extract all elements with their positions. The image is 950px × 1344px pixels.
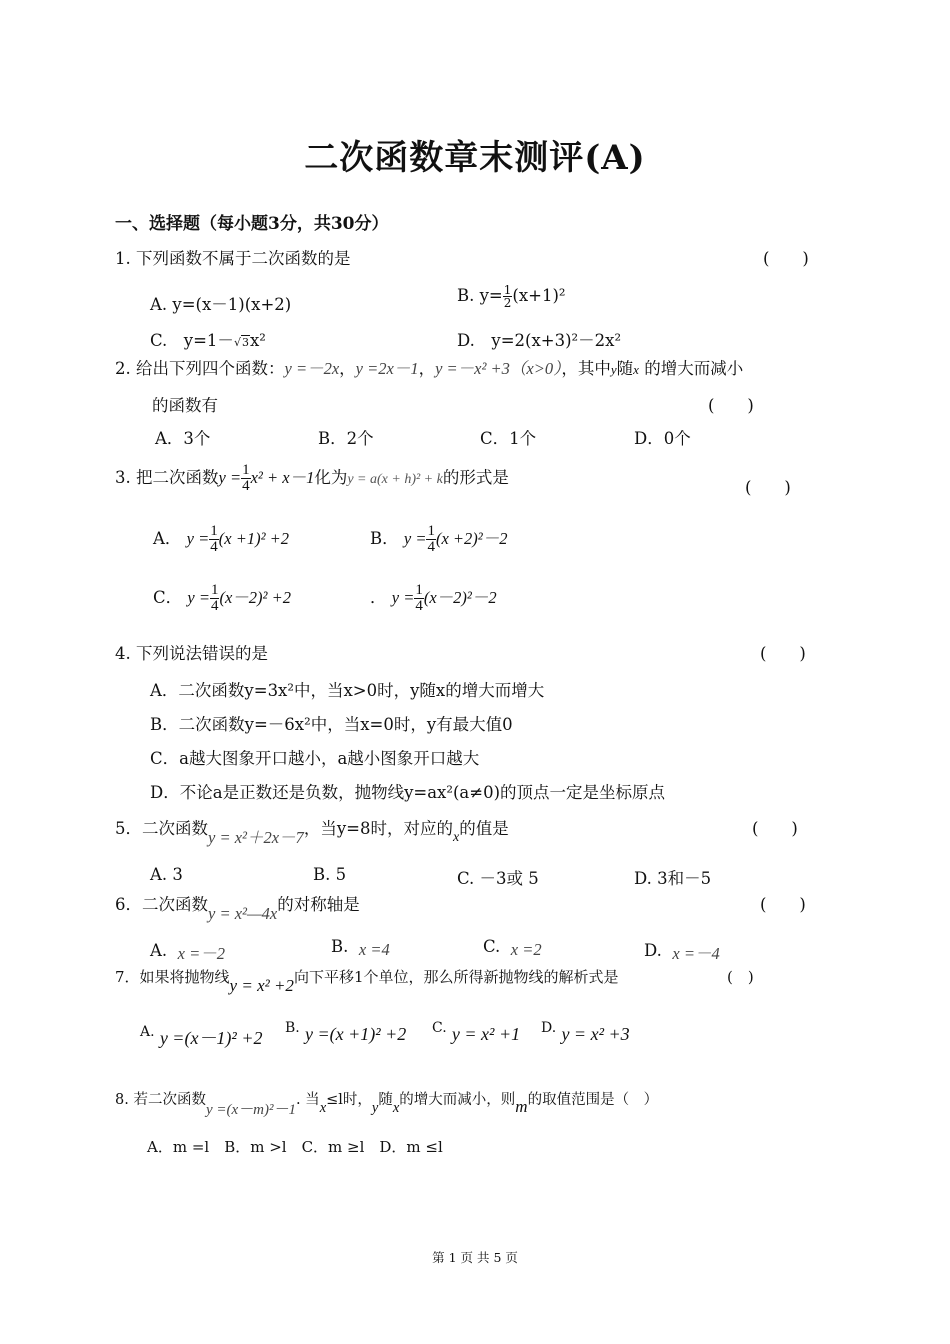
question-6-stem: 6．二次函数y = x²—4x的对称轴是 <box>115 895 360 923</box>
question-1-option-a: A. y=(x－1)(x+2) <box>150 295 292 314</box>
question-3-answer-paren: ( ) <box>745 478 791 497</box>
question-4-option-c: C．a越大图象开口越小，a越小图象开口越大 <box>150 749 480 768</box>
question-2-option-d: D．0个 <box>634 429 691 448</box>
question-5-stem: 5．二次函数y = x²＋2x－7，当y=8时，对应的$_x$的值是 <box>115 819 509 847</box>
question-4-option-b: B．二次函数y=－6x²中，当x=0时，y有最大值0 <box>150 715 513 734</box>
question-7-option-d: $^{D.}$ y = x² +3 <box>541 1020 630 1044</box>
question-5-option-c: C. －3或 5 <box>457 869 539 888</box>
question-1-option-b: B. y= $\frac{1}{2}$ (x+1)² <box>457 283 566 310</box>
question-6-option-a: A. x =－2 <box>150 941 226 963</box>
question-2-stem-continued: 的函数有 <box>152 396 218 415</box>
question-2-option-c: C．1个 <box>480 429 537 448</box>
page-title: 二次函数章末测评(A) <box>304 138 646 178</box>
question-1-stem: 1. 下列函数不属于二次函数的是 <box>115 249 351 268</box>
question-4-answer-paren: ( ) <box>760 644 806 663</box>
question-3-option-b: B． y = $\frac{1}{4}$ (x +2)²－2 <box>370 523 508 555</box>
question-2-stem: 2. 给出下列四个函数：y =－2x，y =2x－1，y =－x² +3（x>0），其中y随x 的增大而减小 <box>115 359 744 378</box>
question-3-option-d: ． y = $\frac{1}{4}$ (x－2)²－2 <box>370 582 497 614</box>
question-7-option-b: $^{B.}$ y =(x +1)² +2 <box>285 1020 407 1044</box>
question-4-stem: 4. 下列说法错误的是 <box>115 644 268 663</box>
question-5-answer-paren: ( ) <box>752 819 798 838</box>
section-heading: 一、选择题（每小题3分，共30分） <box>115 214 389 234</box>
question-7-stem: 7．如果将抛物线y = x² +2向下平移1个单位，那么所得新抛物线的解析式是 <box>115 968 619 995</box>
question-7-option-c: $^{C.}$ y = x² +1 <box>432 1020 521 1044</box>
question-6-option-d: D. x =－4 <box>644 941 720 963</box>
question-7-option-a: $^{A.}$ y =(x－1)² +2 <box>140 1024 263 1048</box>
question-4-option-d: D．不论a是正数还是负数，抛物线y=ax²(a≠0)的顶点一定是坐标原点 <box>150 783 666 802</box>
question-6-option-c: C. x =2 <box>483 937 542 959</box>
question-2-option-b: B．2个 <box>318 429 374 448</box>
question-5-option-d: D. 3和－5 <box>634 869 712 888</box>
question-1-option-c: C. y=1－√3x² <box>150 331 266 350</box>
page-footer: 第 1 页 共 5 页 <box>432 1250 518 1265</box>
question-6-option-b: B. x =4 <box>331 937 390 959</box>
question-3-option-a: A． y = $\frac{1}{4}$ (x +1)² +2 <box>153 523 290 555</box>
question-7-answer-paren: ( ) <box>727 968 754 986</box>
question-8-options: A．m =l B．m >l C．m ≥l D．m ≤l <box>147 1138 443 1156</box>
question-5-option-b: B. 5 <box>313 865 347 884</box>
question-5-option-a: A. 3 <box>150 865 183 884</box>
question-8-stem: 8. 若二次函数y =(x－m)²－1. 当x≤l时，y随x的增大而减小，则m的取值范围是（ ） <box>115 1092 659 1118</box>
question-3-stem: 3. 把二次函数y = $\frac{1}{4}$ x² + x－1化为y = a(x + h)² + k的形式是 <box>115 462 509 494</box>
question-3-option-c: C． y = $\frac{1}{4}$ (x－2)² +2 <box>153 582 291 614</box>
question-4-option-a: A．二次函数y=3x²中，当x>0时，y随x的增大而增大 <box>150 681 545 700</box>
question-1-option-d: D. y=2(x+3)²－2x² <box>457 331 622 350</box>
question-1-answer-paren: ( ) <box>763 249 809 268</box>
question-2-option-a: A．3个 <box>155 429 211 448</box>
question-6-answer-paren: ( ) <box>760 895 806 914</box>
question-2-answer-paren: ( ) <box>708 396 754 415</box>
